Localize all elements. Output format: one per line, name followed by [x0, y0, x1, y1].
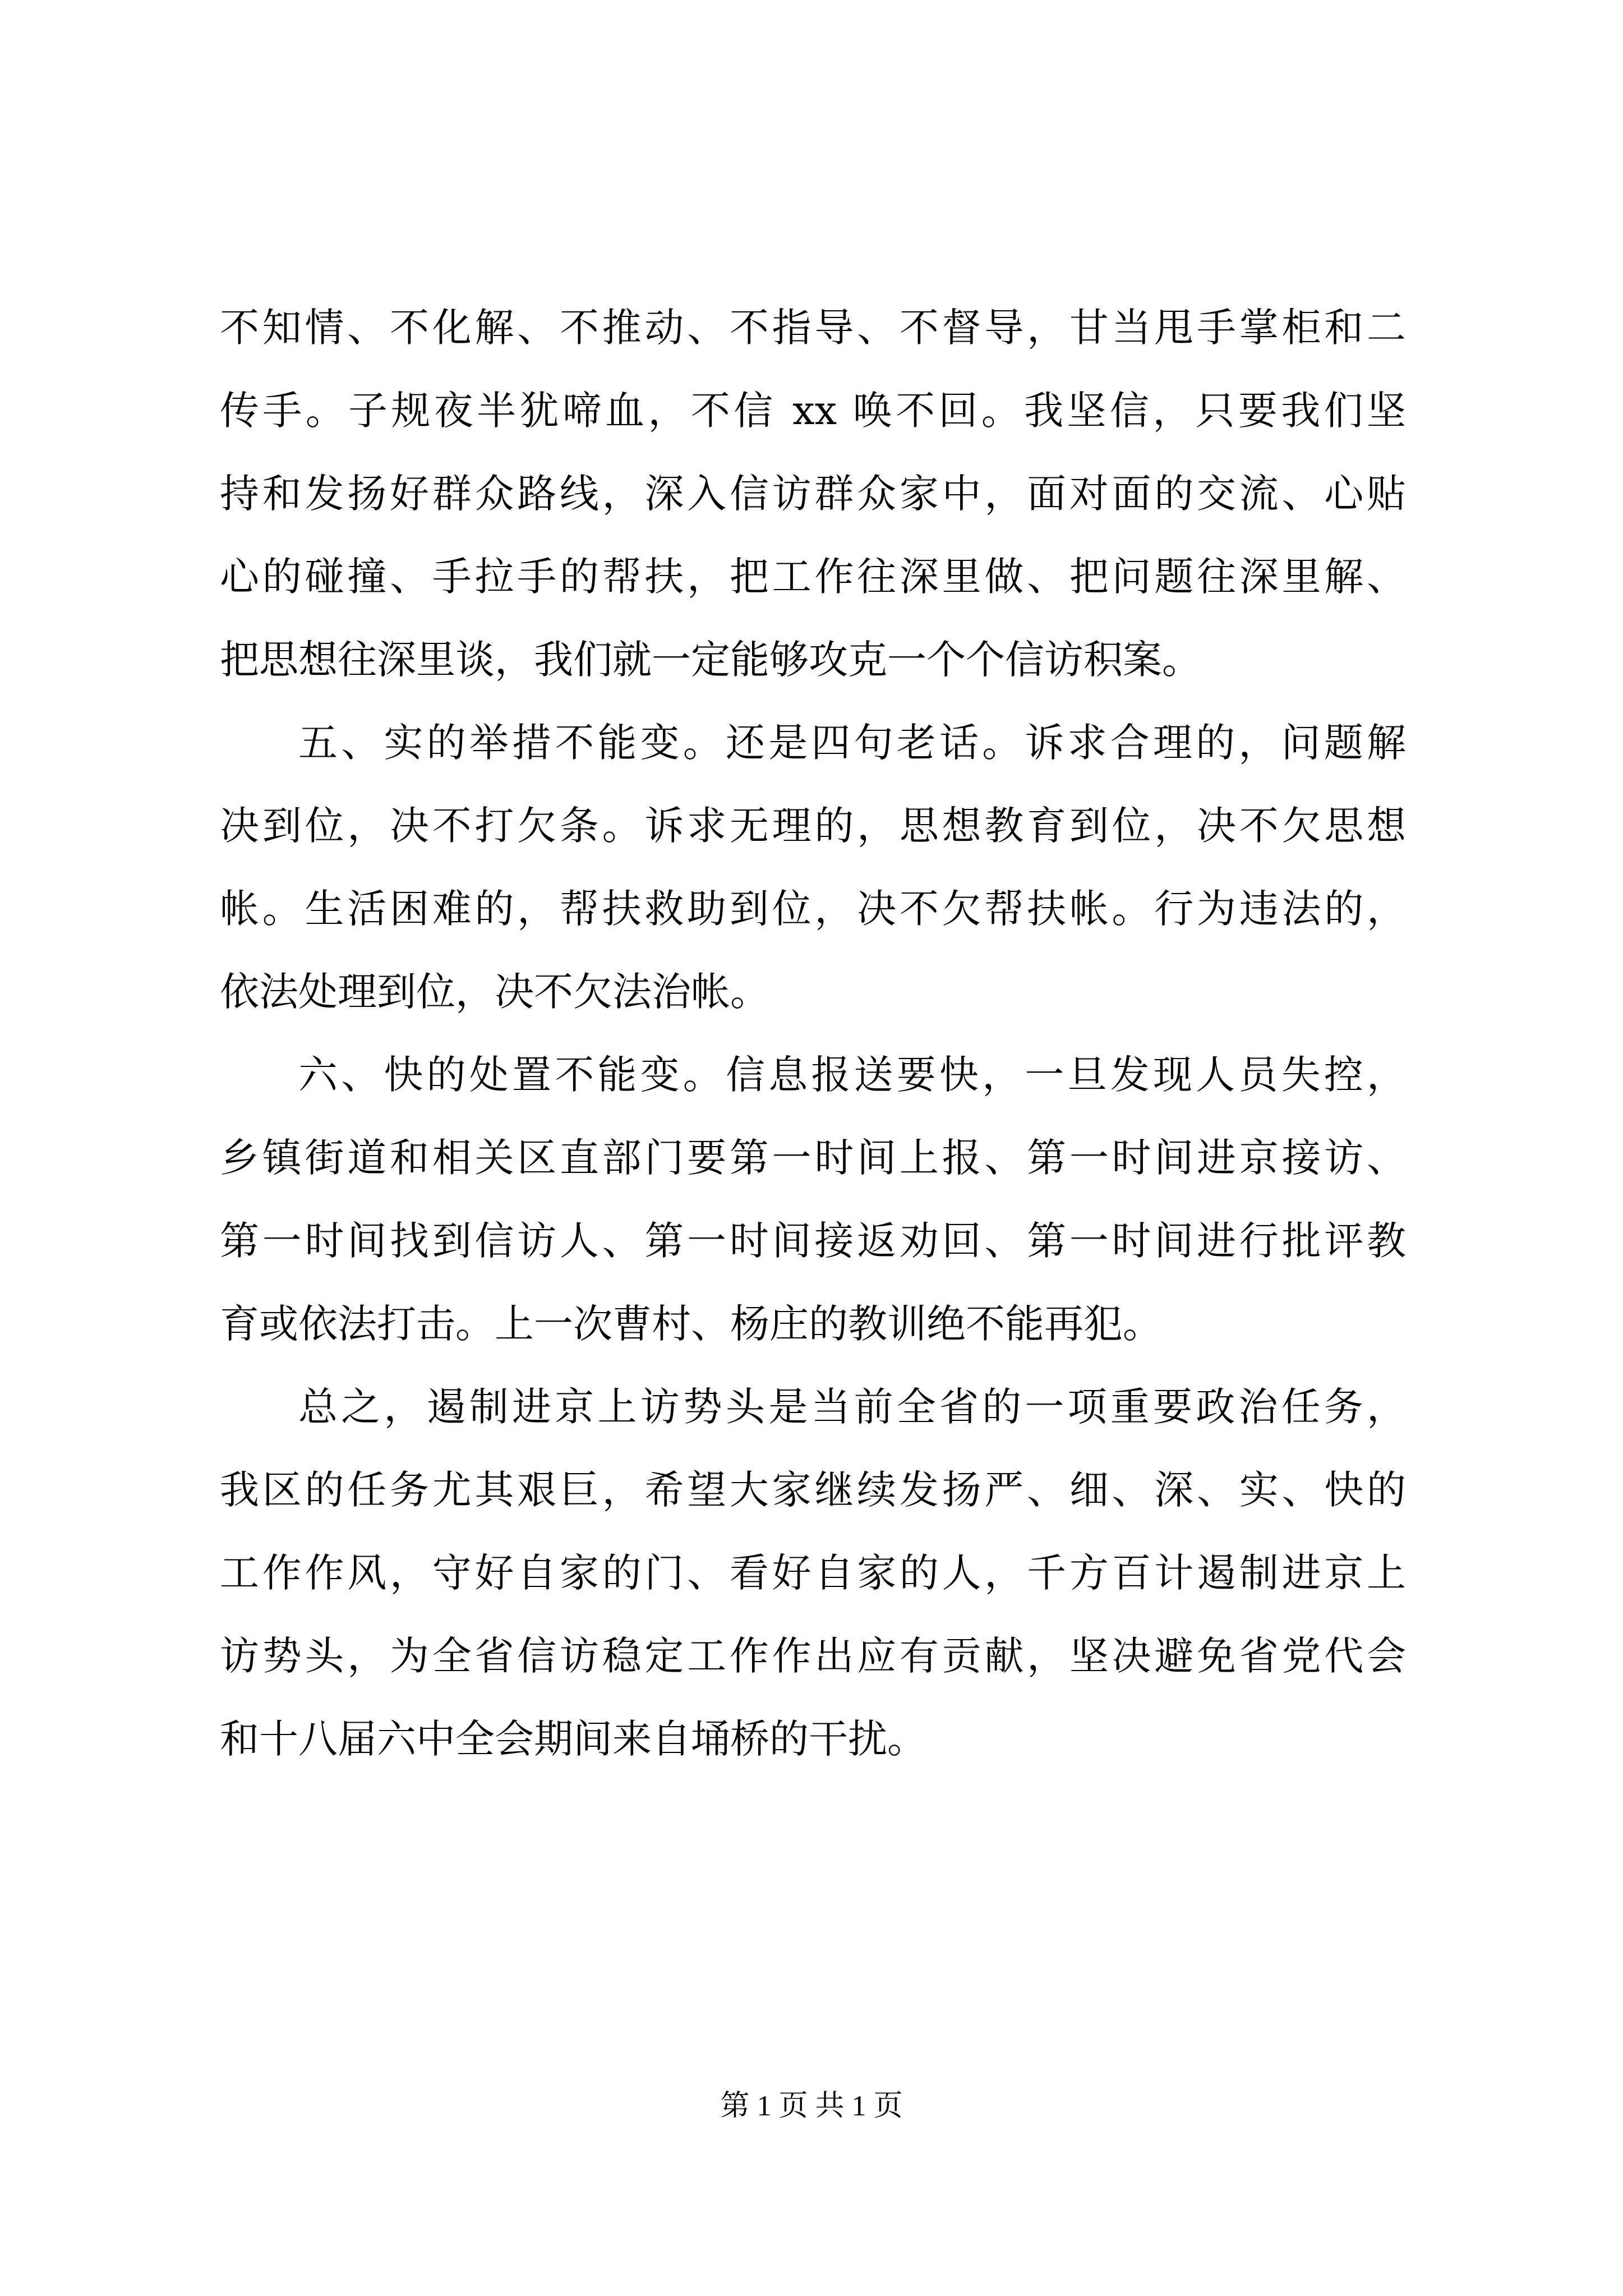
page-number-footer: 第 1 页 共 1 页	[720, 2090, 903, 2122]
text-line: 第一时间找到信访人、第一时间接返劝回、第一时间进行批评教	[220, 1218, 1406, 1264]
document-body	[220, 286, 1406, 1780]
text-line: 五、实的举措不能变。还是四句老话。诉求合理的，问题解	[298, 720, 1406, 766]
text-line: 帐。生活困难的，帮扶救助到位，决不欠帮扶帐。行为违法的，	[220, 886, 1406, 932]
text-line: 心的碰撞、手拉手的帮扶，把工作往深里做、把问题往深里解、	[220, 554, 1406, 600]
text-line: 六、快的处置不能变。信息报送要快，一旦发现人员失控，	[298, 1052, 1406, 1098]
text-line: 总之，遏制进京上访势头是当前全省的一项重要政治任务，	[298, 1384, 1406, 1430]
text-line: 持和发扬好群众路线，深入信访群众家中，面对面的交流、心贴	[220, 471, 1406, 517]
text-line: 和十八届六中全会期间来自埇桥的干扰。	[220, 1716, 926, 1762]
text-line: 育或依法打击。上一次曹村、杨庄的教训绝不能再犯。	[220, 1301, 1162, 1347]
text-line: 我区的任务尤其艰巨，希望大家继续发扬严、细、深、实、快的	[220, 1467, 1406, 1513]
text-line: 不知情、不化解、不推动、不指导、不督导，甘当甩手掌柜和二	[220, 305, 1406, 351]
text-line: 把思想往深里谈，我们就一定能够攻克一个个信访积案。	[220, 637, 1201, 683]
text-line: 乡镇街道和相关区直部门要第一时间上报、第一时间进京接访、	[220, 1135, 1406, 1181]
text-line: 传手。子规夜半犹啼血，不信 xx 唤不回。我坚信，只要我们坚	[220, 388, 1406, 434]
text-line: 工作作风，守好自家的门、看好自家的人，千方百计遏制进京上	[220, 1550, 1406, 1596]
text-line: 访势头，为全省信访稳定工作作出应有贡献，坚决避免省党代会	[220, 1633, 1406, 1679]
text-line: 依法处理到位，决不欠法治帐。	[220, 969, 769, 1015]
text-line: 决到位，决不打欠条。诉求无理的，思想教育到位，决不欠思想	[220, 803, 1406, 849]
